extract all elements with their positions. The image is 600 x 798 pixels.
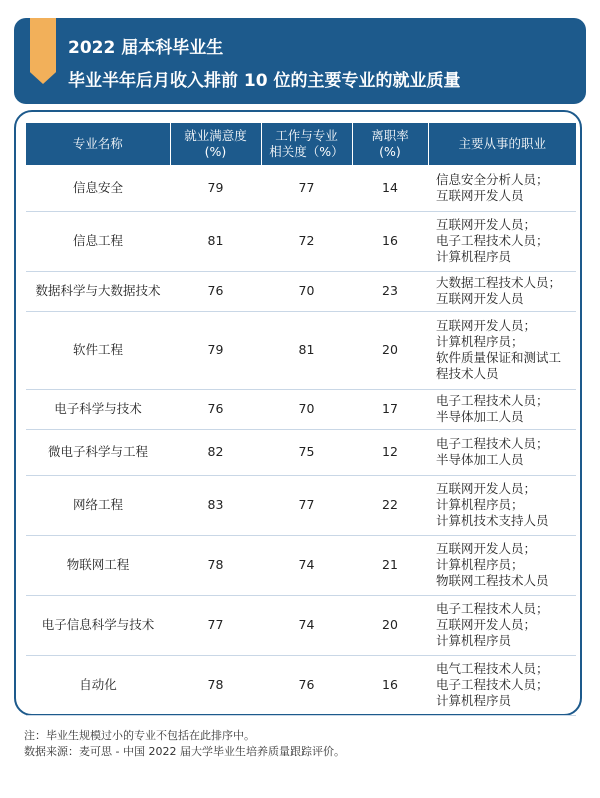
- cell-satisfaction: 79: [170, 165, 261, 211]
- job-line: 互联网开发人员；: [436, 617, 537, 632]
- job-line: 电子工程技术人员；: [436, 233, 549, 248]
- title-line-2: 毕业半年后月收入排前 10 位的主要专业的就业质量: [68, 71, 461, 91]
- job-line: 计算机程序员: [436, 693, 512, 708]
- job-line: 互联网开发人员；: [436, 541, 537, 556]
- cell-jobs: [428, 429, 576, 475]
- cell-satisfaction: 83: [170, 475, 261, 535]
- job-line: 信息安全分析人员；: [436, 171, 549, 187]
- job-line: 计算机程序员: [436, 249, 512, 264]
- column-header: [428, 123, 576, 165]
- cell-jobs: [428, 655, 576, 715]
- cell-jobs: [428, 165, 576, 211]
- column-header-line: 离职率: [371, 128, 409, 143]
- table-row: [26, 475, 576, 535]
- job-line: 程技术人员: [436, 366, 499, 381]
- job-line: 半导体加工人员: [436, 409, 524, 424]
- job-line: 计算机程序员；: [436, 497, 524, 512]
- cell-satisfaction: 79: [170, 311, 261, 389]
- cell-relevance: 74: [261, 535, 352, 595]
- column-header: [352, 123, 428, 165]
- cell-major: 自动化: [26, 655, 170, 715]
- cell-turnover: 20: [352, 311, 428, 389]
- cell-turnover: 14: [352, 165, 428, 211]
- cell-turnover: 22: [352, 475, 428, 535]
- table-row: [26, 655, 576, 715]
- cell-turnover: 17: [352, 389, 428, 429]
- cell-major: 物联网工程: [26, 535, 170, 595]
- cell-relevance: 72: [261, 211, 352, 271]
- column-header-line: 工作与专业: [275, 128, 338, 143]
- column-header-line: 相关度（%）: [269, 144, 344, 159]
- cell-relevance: 77: [261, 165, 352, 211]
- job-line: 半导体加工人员: [436, 452, 524, 467]
- job-line: 互联网开发人员；: [436, 481, 537, 496]
- job-line: 大数据工程技术人员；: [436, 275, 562, 290]
- cell-major: 信息工程: [26, 211, 170, 271]
- column-header-line: (%): [204, 144, 227, 159]
- job-line: 物联网工程技术人员: [436, 573, 549, 588]
- job-line: 计算机程序员；: [436, 334, 524, 349]
- table-row: [26, 535, 576, 595]
- job-line: 电子工程技术人员；: [436, 436, 549, 451]
- column-header: [170, 123, 261, 165]
- cell-satisfaction: 78: [170, 535, 261, 595]
- cell-jobs: [428, 211, 576, 271]
- bookmark-icon: [30, 18, 56, 84]
- footnotes: [24, 728, 345, 760]
- cell-jobs: [428, 389, 576, 429]
- cell-satisfaction: 81: [170, 211, 261, 271]
- cell-turnover: 16: [352, 211, 428, 271]
- column-header-line: (%): [379, 144, 401, 159]
- table-row: [26, 311, 576, 389]
- title-line-1: 2022 届本科毕业生: [68, 38, 224, 58]
- job-line: 互联网开发人员: [436, 291, 524, 306]
- cell-jobs: [428, 595, 576, 655]
- cell-major: 网络工程: [26, 475, 170, 535]
- cell-major: 信息安全: [26, 165, 170, 211]
- cell-jobs: [428, 311, 576, 389]
- footnote-source: 数据来源：麦可思 - 中国 2022 届大学毕业生培养质量跟踪评价。: [24, 745, 345, 758]
- job-line: 计算机程序员；: [436, 557, 524, 572]
- table-body: [26, 165, 576, 715]
- column-header-line: 就业满意度: [184, 128, 247, 143]
- table-row: [26, 429, 576, 475]
- cell-satisfaction: 82: [170, 429, 261, 475]
- cell-relevance: 76: [261, 655, 352, 715]
- cell-jobs: [428, 271, 576, 311]
- cell-turnover: 20: [352, 595, 428, 655]
- cell-major: 微电子科学与工程: [26, 429, 170, 475]
- column-header: [26, 123, 170, 165]
- job-line: 电子工程技术人员；: [436, 677, 549, 692]
- cell-satisfaction: 78: [170, 655, 261, 715]
- cell-satisfaction: 76: [170, 271, 261, 311]
- footnote-note: 注：毕业生规模过小的专业不包括在此排序中。: [24, 729, 255, 742]
- title-banner: [14, 18, 586, 104]
- job-line: 计算机技术支持人员: [436, 513, 549, 528]
- cell-relevance: 70: [261, 271, 352, 311]
- job-line: 电子工程技术人员；: [436, 393, 549, 408]
- table-header-row: [26, 123, 576, 165]
- job-line: 软件质量保证和测试工: [436, 350, 562, 365]
- cell-jobs: [428, 475, 576, 535]
- cell-relevance: 75: [261, 429, 352, 475]
- cell-relevance: 74: [261, 595, 352, 655]
- cell-major: 电子信息科学与技术: [26, 595, 170, 655]
- cell-relevance: 70: [261, 389, 352, 429]
- job-line: 互联网开发人员；: [436, 318, 537, 333]
- cell-jobs: [428, 535, 576, 595]
- cell-turnover: 12: [352, 429, 428, 475]
- table-row: [26, 595, 576, 655]
- table-row: [26, 271, 576, 311]
- cell-major: 软件工程: [26, 311, 170, 389]
- cell-relevance: 81: [261, 311, 352, 389]
- table-row: [26, 389, 576, 429]
- cell-turnover: 21: [352, 535, 428, 595]
- job-line: 电子工程技术人员；: [436, 601, 549, 616]
- job-line: 互联网开发人员；: [436, 217, 537, 232]
- job-line: 互联网开发人员: [436, 187, 524, 203]
- column-header: [261, 123, 352, 165]
- cell-turnover: 23: [352, 271, 428, 311]
- employment-quality-table: [26, 123, 576, 716]
- column-header-line: 主要从事的职业: [458, 136, 546, 151]
- table-row: [26, 211, 576, 271]
- job-line: 电气工程技术人员；: [436, 661, 549, 676]
- cell-turnover: 16: [352, 655, 428, 715]
- cell-major: 数据科学与大数据技术: [26, 271, 170, 311]
- job-line: 计算机程序员: [436, 633, 512, 648]
- cell-major: 电子科学与技术: [26, 389, 170, 429]
- column-header-line: 专业名称: [72, 136, 123, 151]
- cell-relevance: 77: [261, 475, 352, 535]
- table-row: [26, 165, 576, 211]
- cell-satisfaction: 77: [170, 595, 261, 655]
- cell-satisfaction: 76: [170, 389, 261, 429]
